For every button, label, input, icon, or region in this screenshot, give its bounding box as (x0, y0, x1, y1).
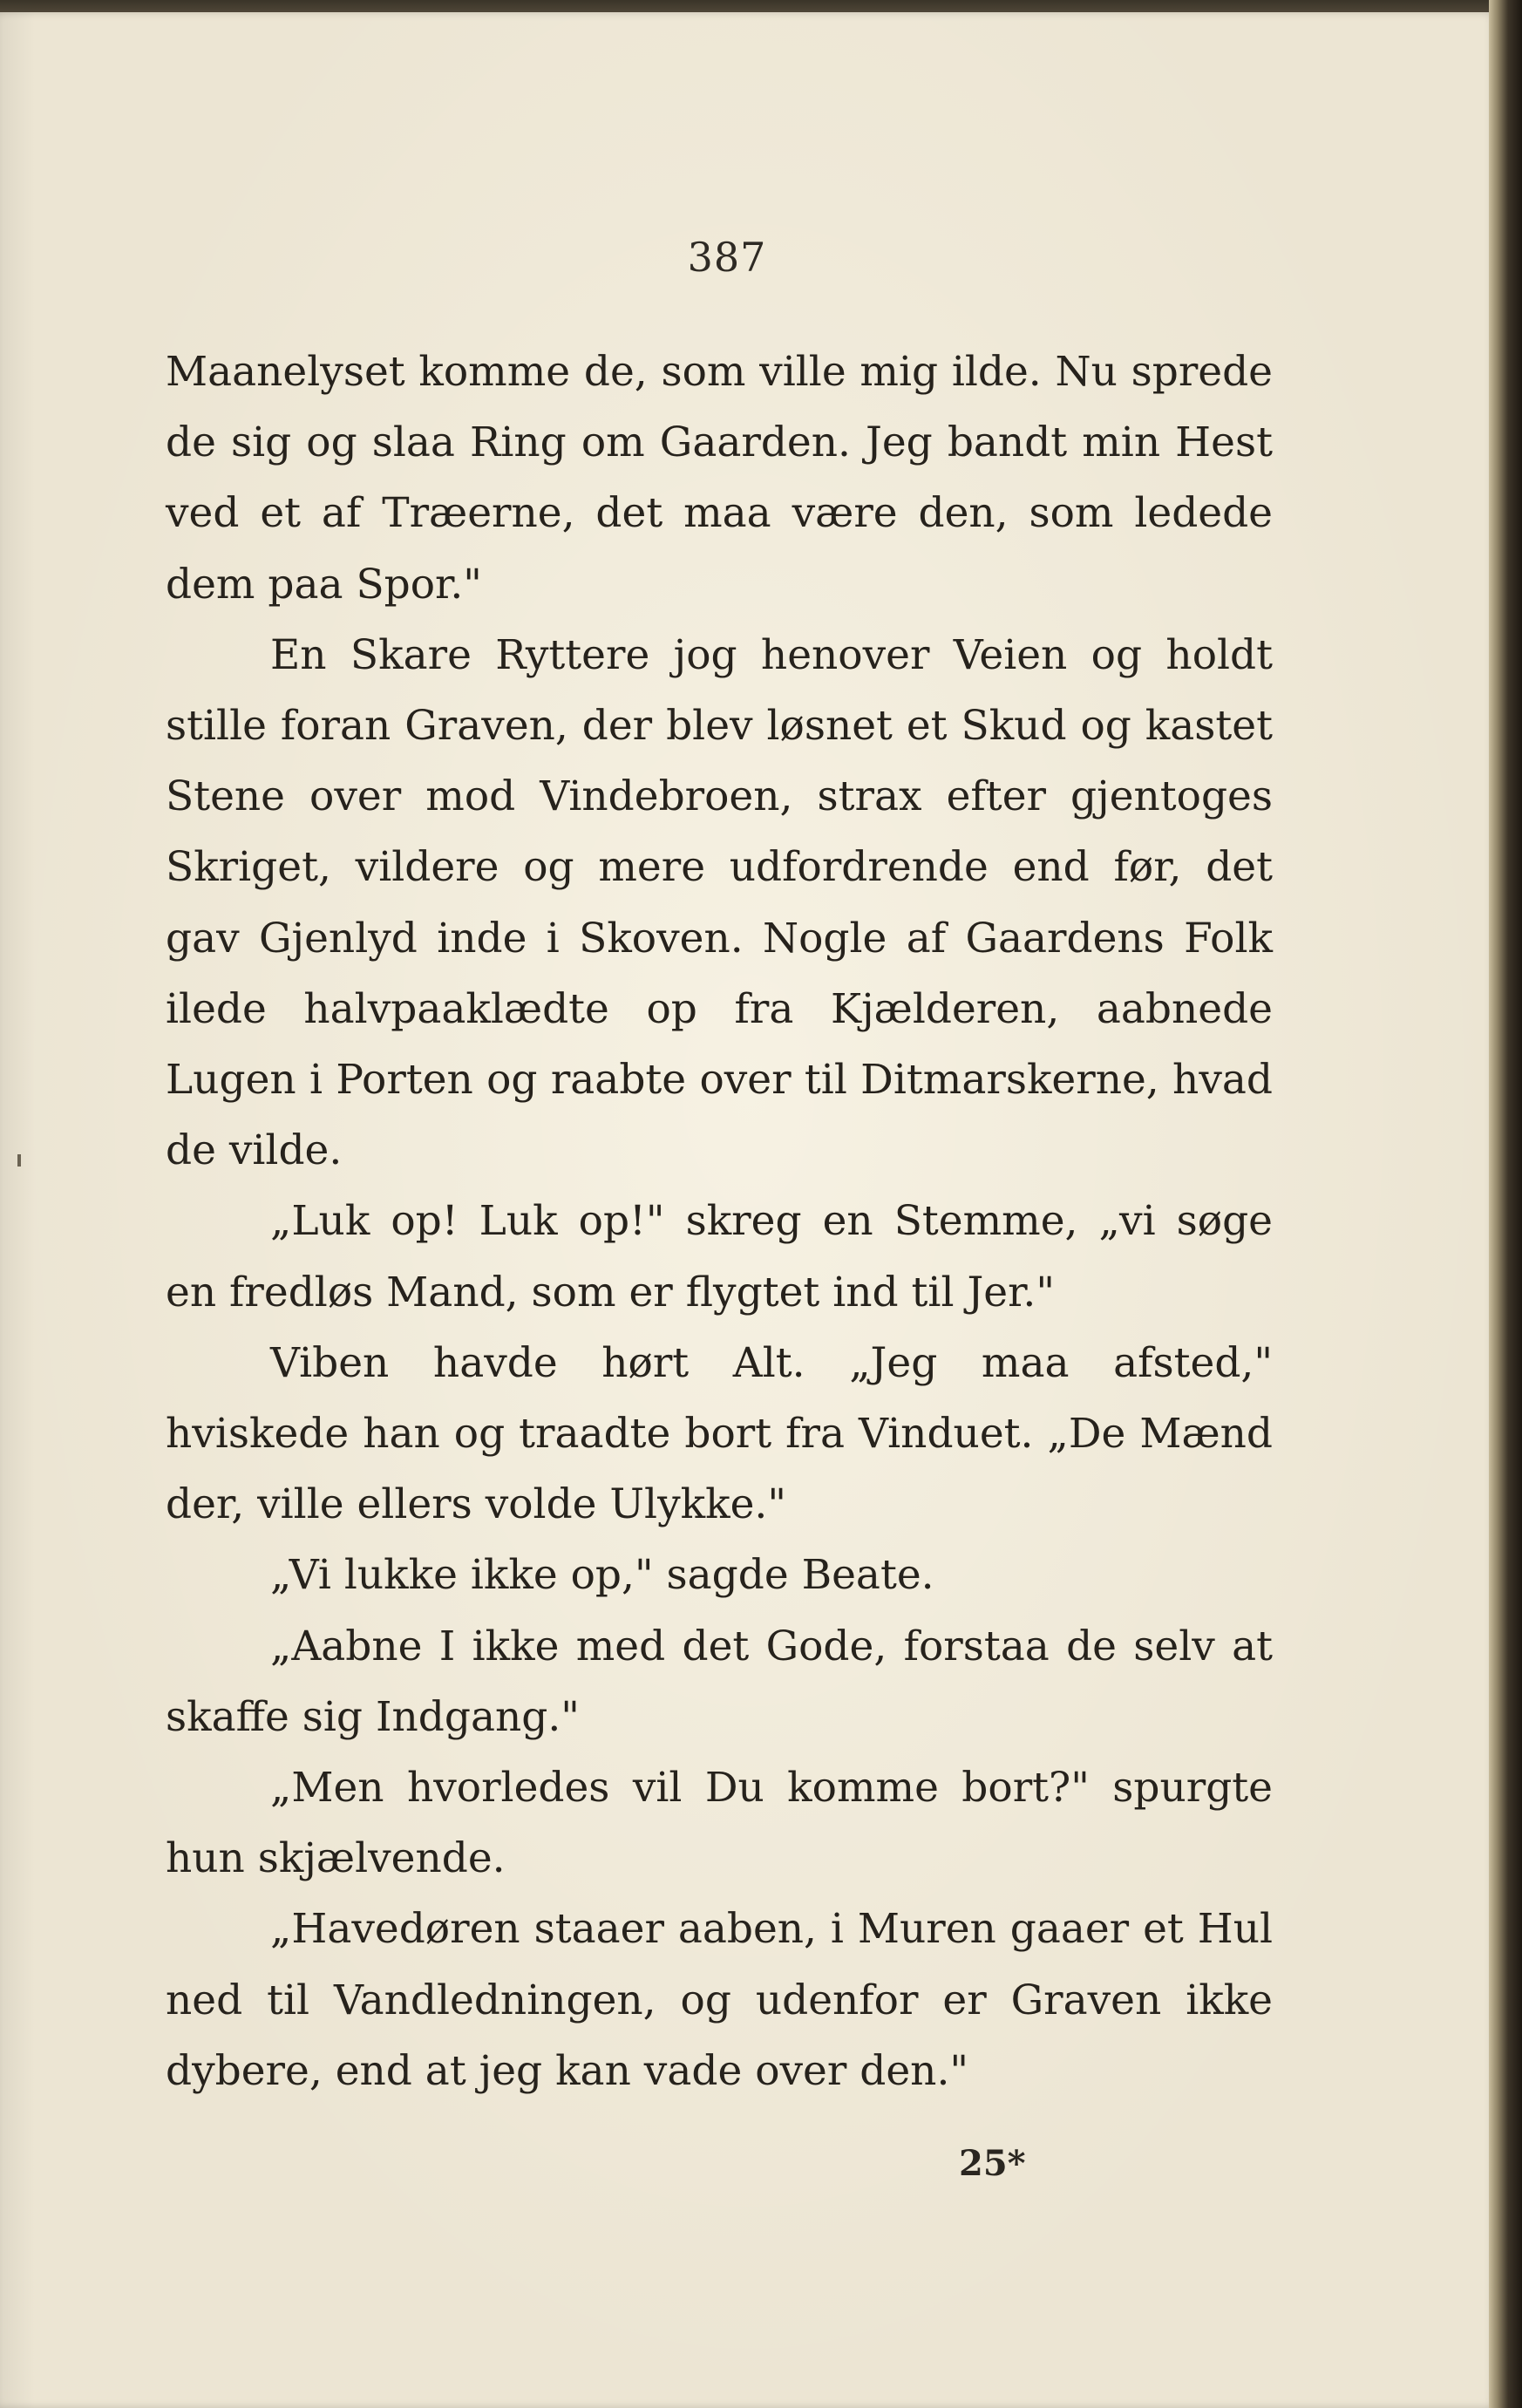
paragraph-2: En Skare Ryttere jog henover Veien og holdt stille foran Graven, der blev løsnet et Skud og kastet Stene over mod Vindebroen, strax efter gjentoges Skriget, vildere og mere udfordrende end før, det gav Gjenlyd inde i Skoven. Nogle af Gaardens Folk ilede halvpaaklædte op fra Kjælderen, aabnede Lugen i Porten og raabte over til Ditmarskerne, hvad de vilde. (166, 630, 1273, 1175)
paragraph-3: „Luk op! Luk op!" skreg en Stemme, „vi søge en fredløs Mand, som er flygtet ind til Jer." (166, 1197, 1273, 1316)
margin-mark (17, 1154, 21, 1167)
signature-mark: 25* (959, 2143, 1026, 2184)
paragraph-5: „Vi lukke ikke op," sagde Beate. (270, 1551, 934, 1600)
paragraph-4: Viben havde hørt Alt. „Jeg maa afsted," hviskede han og traadte bort fra Vinduet. „De Mænd der, ville ellers volde Ulykke." (166, 1338, 1273, 1529)
paragraph-7: „Men hvorledes vil Du komme bort?" spurgte hun skjælvende. (166, 1764, 1273, 1883)
body-text (166, 337, 1273, 2106)
page-number: 387 (687, 234, 767, 281)
paragraph-1: Maanelyset komme de, som ville mig ilde. Nu sprede de sig og slaa Ring om Gaarden. Jeg bandt min Hest ved et af Træerne, det maa være den, som ledede dem paa Spor." (166, 348, 1273, 609)
paragraph-8: „Havedøren staaer aaben, i Muren gaaer et Hul ned til Vandledningen, og udenfor er Graven ikke dybere, end at jeg kan vade over den." (166, 1905, 1273, 2095)
paragraph-6: „Aabne I ikke med det Gode, forstaa de selv at skaffe sig Indgang." (166, 1622, 1273, 1741)
book-spine (1489, 0, 1522, 2408)
